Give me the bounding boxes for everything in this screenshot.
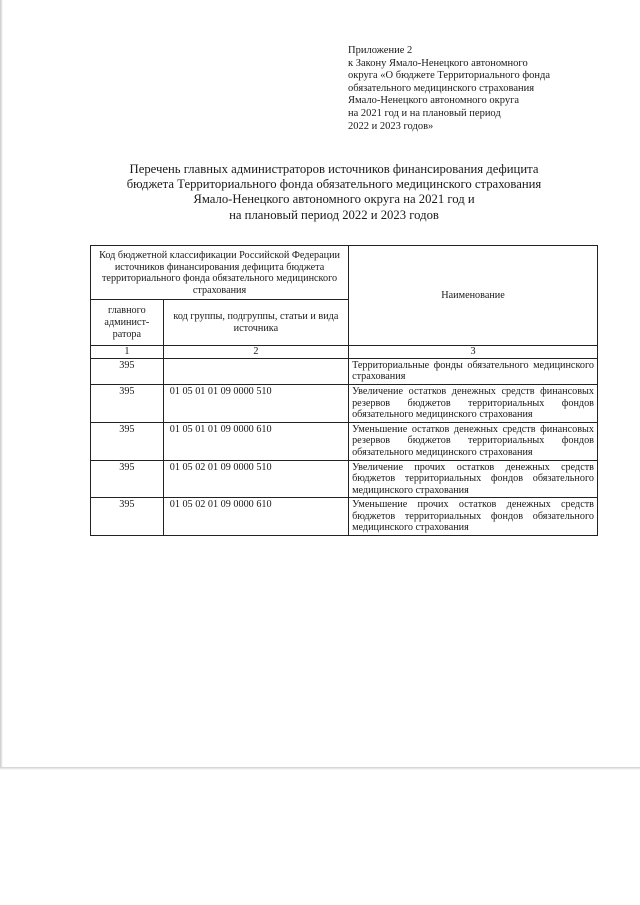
admin-code: 395 — [91, 358, 164, 384]
source-code — [163, 358, 348, 384]
source-code: 01 05 02 01 09 0000 610 — [163, 498, 348, 536]
table-row — [91, 422, 598, 460]
header-name: Наименование — [349, 246, 598, 346]
scan-bottom-edge — [0, 767, 640, 770]
source-name: Увеличение остатков денежных средств финансовых резервов бюджетов территориальных фондов обязательного медицинского страхования — [349, 384, 598, 422]
source-code: 01 05 02 01 09 0000 510 — [163, 460, 348, 498]
title-line: бюджета Территориального фонда обязательного медицинского страхования — [126, 177, 542, 192]
appendix-line: на 2021 год и на плановый период — [348, 107, 501, 119]
source-name: Увеличение прочих остатков денежных средств бюджетов территориальных фондов обязательного медицинского страхования — [349, 460, 598, 498]
source-code: 01 05 01 01 09 0000 610 — [163, 422, 348, 460]
table-row — [91, 498, 598, 536]
admin-code: 395 — [91, 384, 164, 422]
column-number: 2 — [163, 346, 348, 359]
header-code: код группы, подгруппы, статьи и вида источника — [163, 300, 348, 346]
appendix-line: 2022 и 2023 годов» — [348, 120, 434, 132]
document-title — [70, 162, 598, 223]
source-name: Территориальные фонды обязательного медицинского страхования — [349, 358, 598, 384]
column-number: 3 — [349, 346, 598, 359]
header-row — [91, 246, 598, 300]
header-admin: главного админист-ратора — [91, 300, 164, 346]
table-row — [91, 384, 598, 422]
appendix-line: Ямало-Ненецкого автономного округа — [348, 95, 520, 107]
table-row — [91, 460, 598, 498]
appendix-line: округа «О бюджете Территориального фонда — [348, 70, 551, 82]
admin-code: 395 — [91, 460, 164, 498]
administrators-table — [90, 245, 598, 536]
admin-code: 395 — [91, 498, 164, 536]
admin-code: 395 — [91, 422, 164, 460]
title-line: на плановый период 2022 и 2023 годов — [229, 207, 439, 222]
appendix-note — [348, 45, 610, 133]
column-numbers-row — [91, 346, 598, 359]
source-code: 01 05 01 01 09 0000 510 — [163, 384, 348, 422]
title-line: Ямало-Ненецкого автономного округа на 2021 год и — [193, 192, 475, 207]
scan-left-edge — [0, 0, 3, 770]
header-classification: Код бюджетной классификации Российской Федерации источников финансирования дефицита бюджета территориального фонда обязательного медицинского страхования — [91, 246, 349, 300]
title-line: Перечень главных администраторов источников финансирования дефицита — [129, 162, 539, 176]
appendix-line: обязательного медицинского страхования — [348, 82, 535, 94]
table-row — [91, 358, 598, 384]
source-name: Уменьшение остатков денежных средств финансовых резервов бюджетов территориальных фондов обязательного медицинского страхования — [349, 422, 598, 460]
appendix-line: к Закону Ямало-Ненецкого автономного — [348, 57, 528, 69]
source-name: Уменьшение прочих остатков денежных средств бюджетов территориальных фондов обязательного медицинского страхования — [349, 498, 598, 536]
appendix-line: Приложение 2 — [348, 45, 413, 56]
column-number: 1 — [91, 346, 164, 359]
